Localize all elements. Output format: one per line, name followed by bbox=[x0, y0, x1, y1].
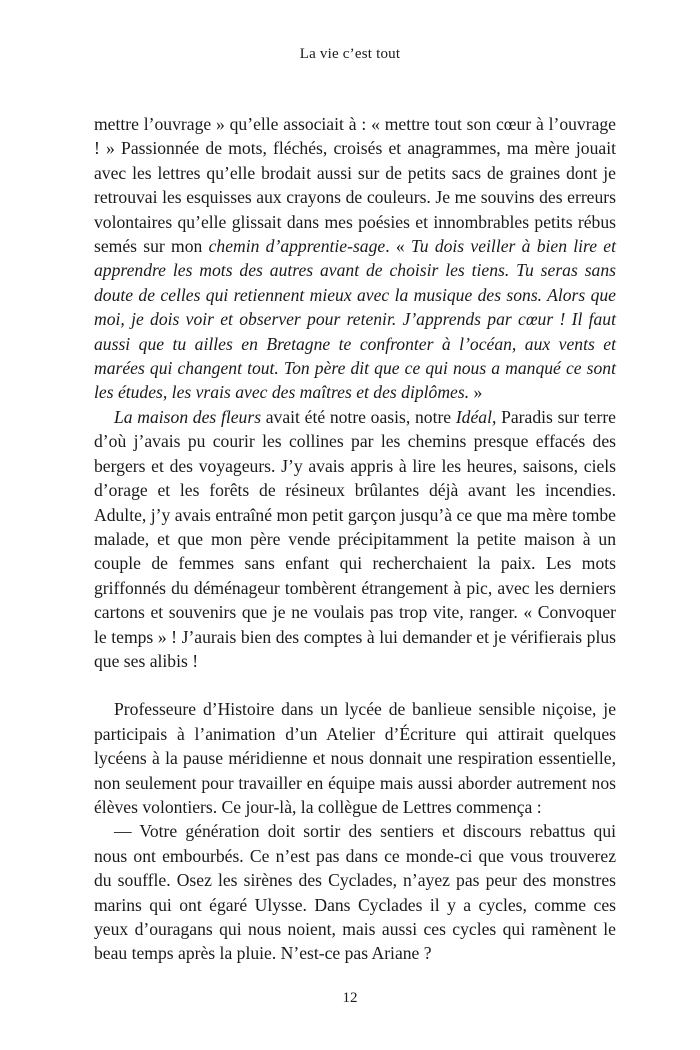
paragraph-4-dialogue: — Votre génération doit sortir des sentiers et discours rebattus qui nous ont embourbés. Ce n’est pas dans ce monde-ci que vous trouverez du souffle. Osez les sirènes des Cyclades, n’ayez pas peur des monstres marins qui ont égaré Ulysse. Dans Cyclades il y a cycles, comme ces yeux d’ouragans qui nous noient, mais aussi ces cycles qui ramènent le beau temps après la pluie. N’est-ce pas Ariane ? bbox=[94, 821, 616, 964]
paragraph-2-text-2: , Paradis sur terre d’où j’avais pu courir les collines par les chemins presque effacés des bergers et des voyageurs. J’y avais appris à lire les heures, saisons, ciels d’orage et les forêts de résineux brûlantes déjà avant les incendies. Adulte, j’y avais entraîné mon petit garçon jusqu’à ce que ma mère tombe malade, et que mon père vende précipitamment la petite maison à un couple de femmes sans enfant qui recherchaient la paix. Les mots griffonnés du déménageur tombèrent étrangement à pic, avec les derniers cartons et souvenirs que je ne voulais pas trop vite, ranger. « Convoquer le temps » ! J’aurais bien des comptes à lui demander et je vérifierais plus que ses alibis ! bbox=[94, 406, 616, 671]
ideal-word: Idéal bbox=[455, 406, 492, 427]
paragraph-2 bbox=[94, 405, 616, 673]
paragraph-1-italic-phrase: chemin d’apprentie-sage bbox=[208, 236, 386, 257]
page-body bbox=[94, 112, 616, 966]
paragraph-1-text: mettre l’ouvrage » qu’elle associait à : « mettre tout son cœur à l’ouvrage ! » Passionnée de mots, fléchés, croisés et anagrammes, ma mère jouait avec les lettres qu’elle brodait aussi sur de petits sacs de graines dont je retrouvai les esquisses aux crayons de couleurs. Je me souvins des erreurs volontaires qu’elle glissait dans mes poésies et innombrables petits rébus semés sur mon bbox=[94, 114, 616, 257]
paragraph-1 bbox=[94, 112, 616, 405]
paragraph-2-text: avait été notre oasis, notre bbox=[261, 406, 456, 427]
paragraph-1-text-2: . « bbox=[385, 236, 411, 257]
mother-quote: Tu dois veiller à bien lire et apprendre les mots des autres avant de choisir les tiens. Tu seras sans doute de celles qui retiennent mieux avec la musique des sons. Alors que moi, je dois voir et observer pour retenir. J’apprends par cœur ! Il faut aussi que tu ailles en Bretagne te confronter à l’océan, aux vents et marées qui changent tout. Ton père dit que ce qui nous a manqué ce sont les études, les vrais avec des maîtres et des diplômes. bbox=[94, 236, 616, 403]
paragraph-3: Professeure d’Histoire dans un lycée de banlieue sensible niçoise, je participais à l’animation d’un Atelier d’Écriture qui attirait quelques lycéens à la pause méridienne et nous donnait une respiration essentielle, non seulement pour travailler en équipe mais aussi aborder autrement nos élèves volontiers. Ce jour-là, la collègue de Lettres commença : bbox=[94, 699, 616, 817]
house-title: La maison des fleurs bbox=[114, 406, 262, 427]
running-title: La vie c’est tout bbox=[299, 46, 401, 62]
page-number: 12 bbox=[342, 990, 358, 1006]
paragraph-1-text-3: » bbox=[469, 382, 483, 403]
